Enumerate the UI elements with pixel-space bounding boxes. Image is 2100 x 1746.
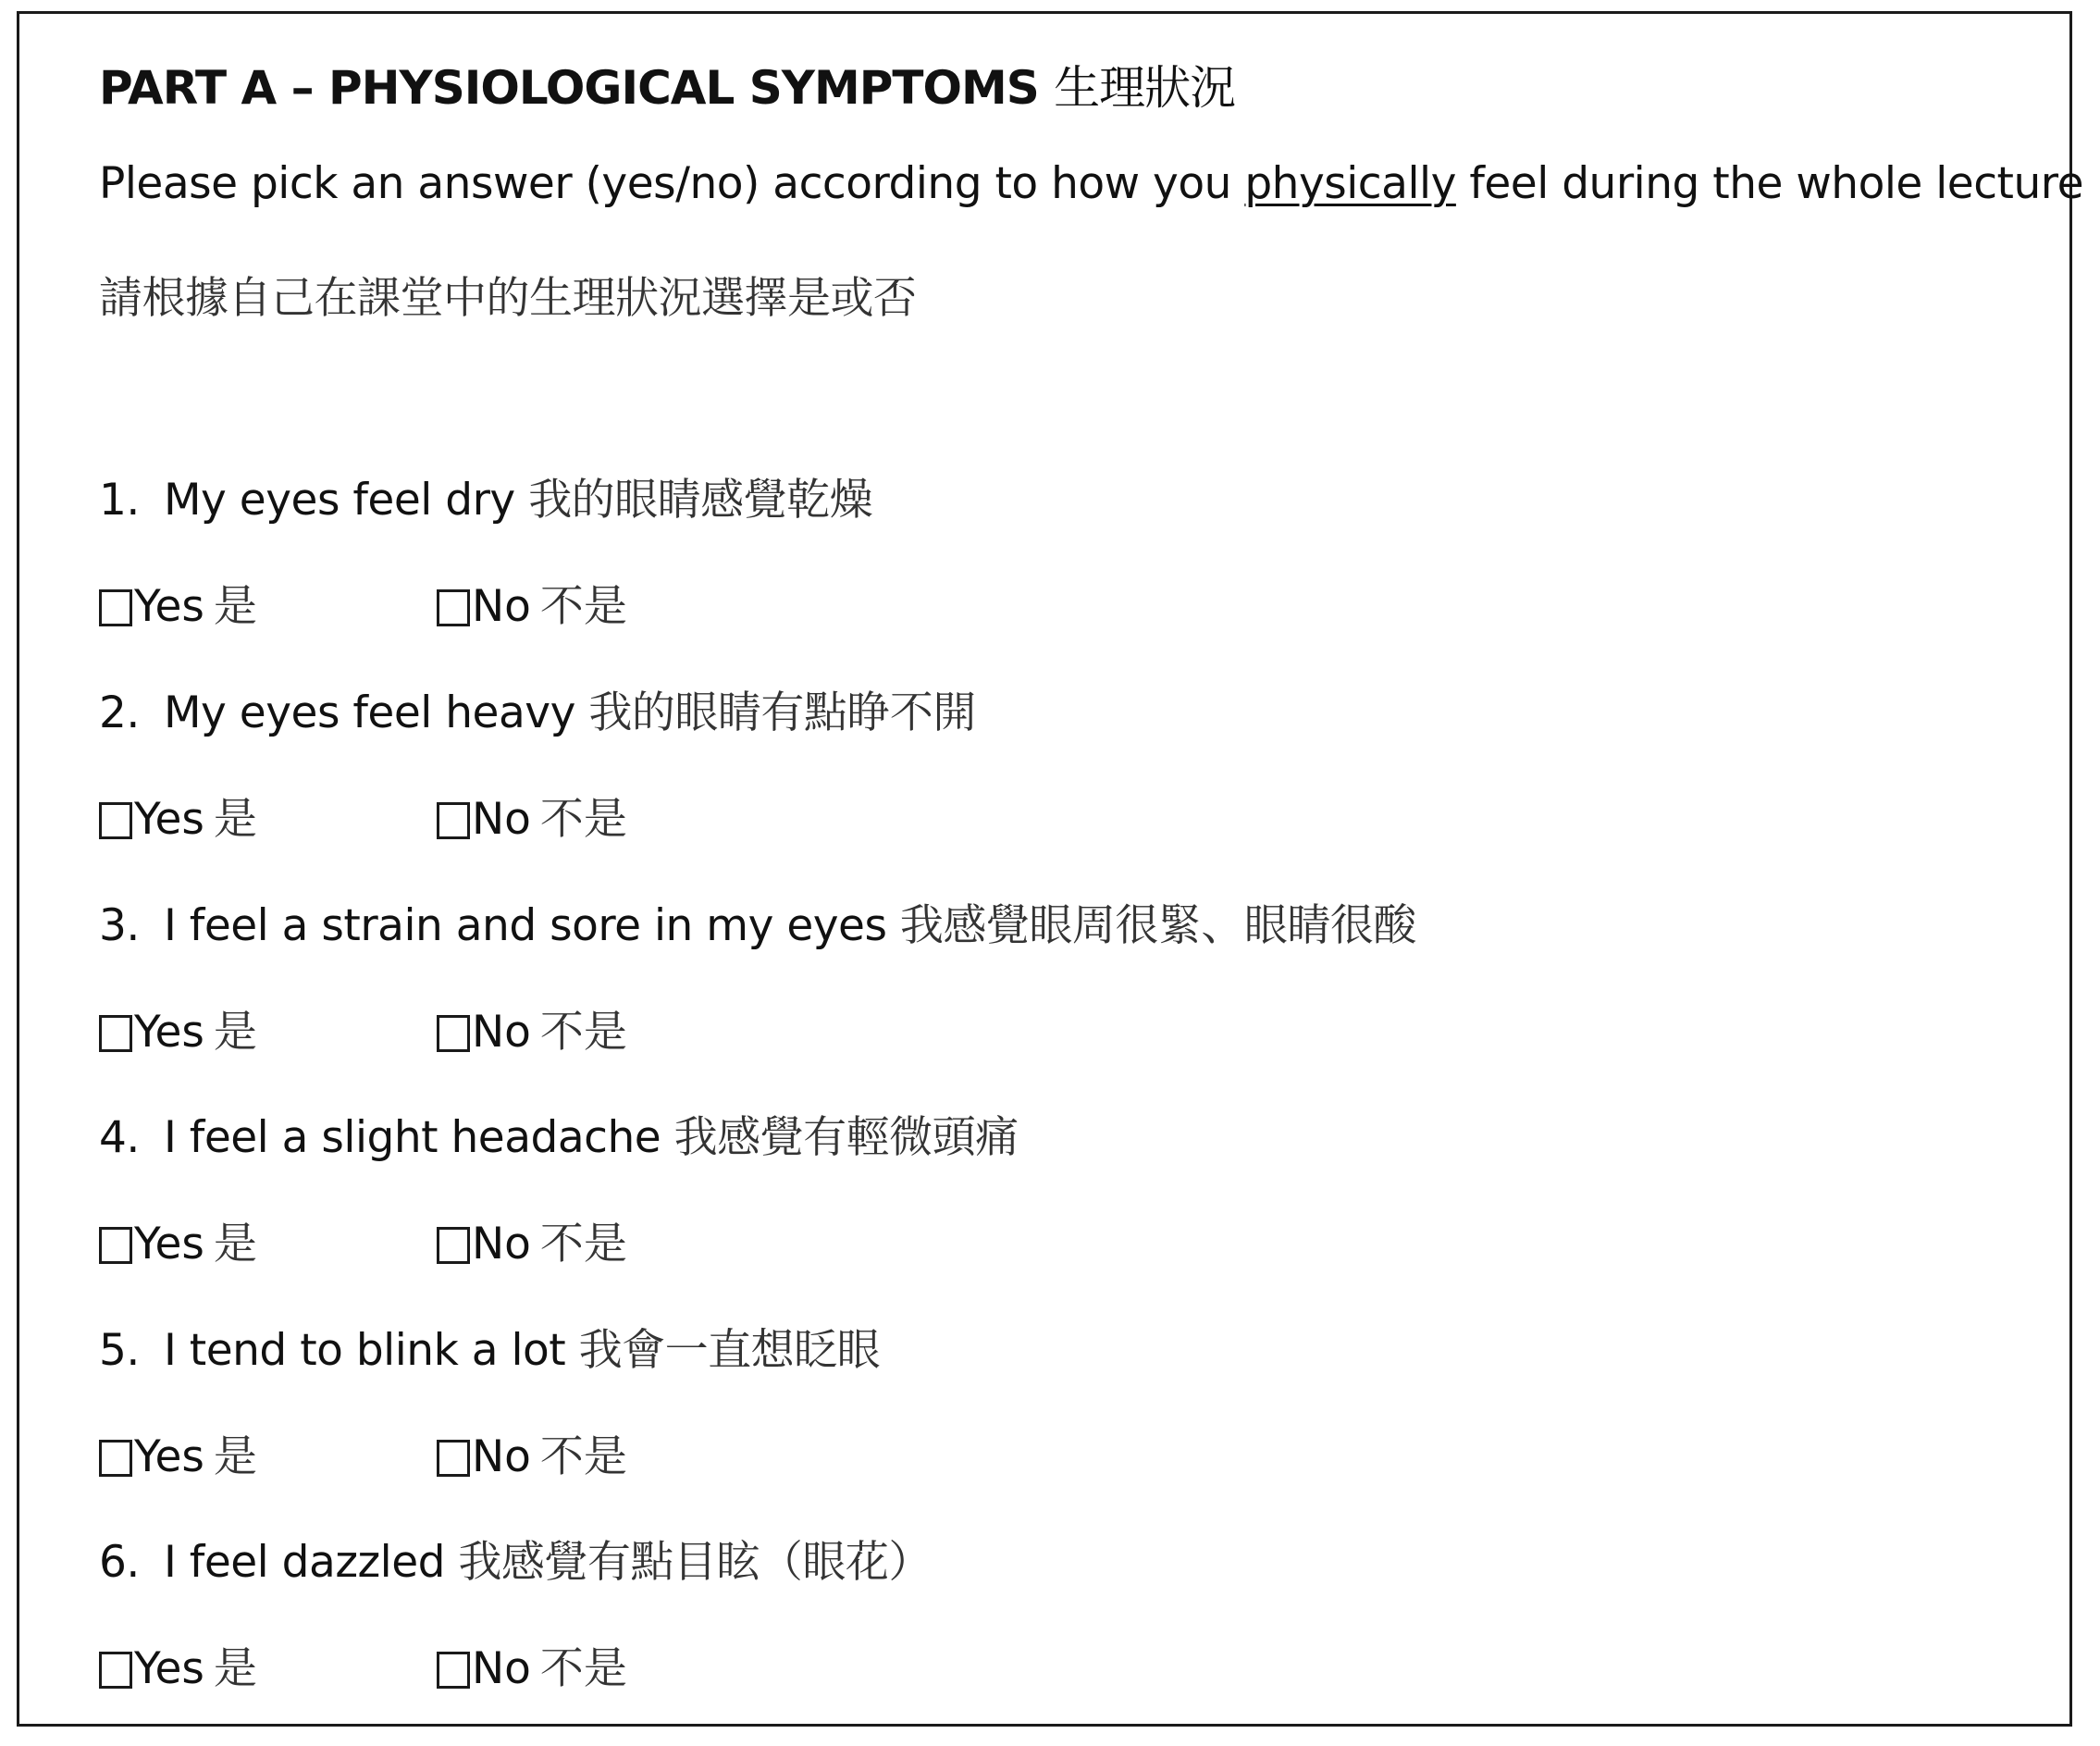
instruction-en-after: feel during the whole lecture (1455, 158, 2083, 209)
no-label-zh: 不是 (539, 1643, 627, 1694)
no-option[interactable] (437, 572, 627, 634)
yes-option[interactable] (99, 997, 257, 1059)
yes-label-zh: 是 (213, 581, 257, 632)
question-number: 3. (99, 900, 140, 951)
no-label-zh: 不是 (539, 794, 627, 845)
yes-option[interactable] (99, 1209, 257, 1271)
question-text-en: I tend to blink a lot (164, 1325, 566, 1376)
no-option[interactable] (437, 785, 627, 847)
no-label-en: No (472, 1007, 531, 1058)
no-option[interactable] (437, 1209, 627, 1271)
no-option[interactable] (437, 1634, 627, 1696)
question-number: 5. (99, 1325, 140, 1376)
instruction-en (99, 158, 2083, 209)
question-text-zh: 我感覺有輕微頭痛 (673, 1112, 1019, 1163)
question-text-zh: 我會一直想眨眼 (578, 1325, 881, 1376)
yes-label-zh: 是 (213, 1007, 257, 1058)
no-checkbox[interactable] (437, 802, 470, 839)
question-1 (99, 465, 872, 527)
instruction-en-before: Please pick an answer (yes/no) according to how you (99, 158, 1245, 209)
yes-label-zh: 是 (213, 794, 257, 845)
yes-checkbox[interactable] (99, 802, 132, 839)
part-title (99, 51, 1235, 118)
yes-checkbox[interactable] (99, 1440, 132, 1477)
yes-label-zh: 是 (213, 1431, 257, 1482)
no-label-en: No (472, 794, 531, 845)
yes-label-en: Yes (134, 1007, 204, 1058)
question-number: 6. (99, 1537, 140, 1588)
question-text-zh: 我感覺眼周很緊、眼睛很酸 (899, 900, 1416, 951)
yes-label-en: Yes (134, 1219, 204, 1269)
question-4 (99, 1103, 1019, 1165)
question-number: 2. (99, 687, 140, 738)
yes-label-zh: 是 (213, 1643, 257, 1694)
yes-option[interactable] (99, 1634, 257, 1696)
no-checkbox[interactable] (437, 1652, 470, 1689)
no-option[interactable] (437, 1422, 627, 1484)
yes-option[interactable] (99, 572, 257, 634)
question-2 (99, 678, 976, 740)
yes-label-en: Yes (134, 1431, 204, 1482)
question-text-en: I feel dazzled (164, 1537, 445, 1588)
no-label-zh: 不是 (539, 581, 627, 632)
no-label-en: No (472, 581, 531, 632)
no-label-zh: 不是 (539, 1219, 627, 1269)
no-label-en: No (472, 1431, 531, 1482)
question-number: 4. (99, 1112, 140, 1163)
yes-checkbox[interactable] (99, 1227, 132, 1264)
no-label-en: No (472, 1219, 531, 1269)
question-3 (99, 891, 1416, 953)
question-text-zh: 我的眼睛感覺乾燥 (528, 475, 873, 526)
no-label-zh: 不是 (539, 1431, 627, 1482)
yes-label-zh: 是 (213, 1219, 257, 1269)
no-checkbox[interactable] (437, 1440, 470, 1477)
yes-checkbox[interactable] (99, 589, 132, 626)
no-checkbox[interactable] (437, 589, 470, 626)
question-text-en: My eyes feel dry (164, 475, 515, 526)
no-checkbox[interactable] (437, 1015, 470, 1052)
yes-label-en: Yes (134, 581, 204, 632)
instruction-zh: 請根據自己在課堂中的生理狀況選擇是或否 (99, 273, 917, 324)
yes-checkbox[interactable] (99, 1015, 132, 1052)
questionnaire-frame (17, 11, 2083, 1727)
question-text-en: I feel a slight headache (164, 1112, 661, 1163)
question-text-en: My eyes feel heavy (164, 687, 575, 738)
question-number: 1. (99, 475, 140, 526)
yes-label-en: Yes (134, 1643, 204, 1694)
instruction-en-underlined: physically (1244, 158, 1456, 209)
yes-option[interactable] (99, 785, 257, 847)
question-5 (99, 1316, 880, 1378)
no-label-zh: 不是 (539, 1007, 627, 1058)
question-6 (99, 1528, 932, 1590)
yes-label-en: Yes (134, 794, 204, 845)
yes-checkbox[interactable] (99, 1652, 132, 1689)
no-option[interactable] (437, 997, 627, 1059)
part-title-zh: 生理狀況 (1054, 61, 1236, 115)
question-text-zh: 我感覺有點目眩（眼花） (458, 1537, 932, 1588)
no-label-en: No (472, 1643, 531, 1694)
no-checkbox[interactable] (437, 1227, 470, 1264)
yes-option[interactable] (99, 1422, 257, 1484)
part-title-en: PART A – PHYSIOLOGICAL SYMPTOMS (99, 61, 1039, 115)
question-text-en: I feel a strain and sore in my eyes (164, 900, 887, 951)
question-text-zh: 我的眼睛有點睁不開 (588, 687, 976, 738)
